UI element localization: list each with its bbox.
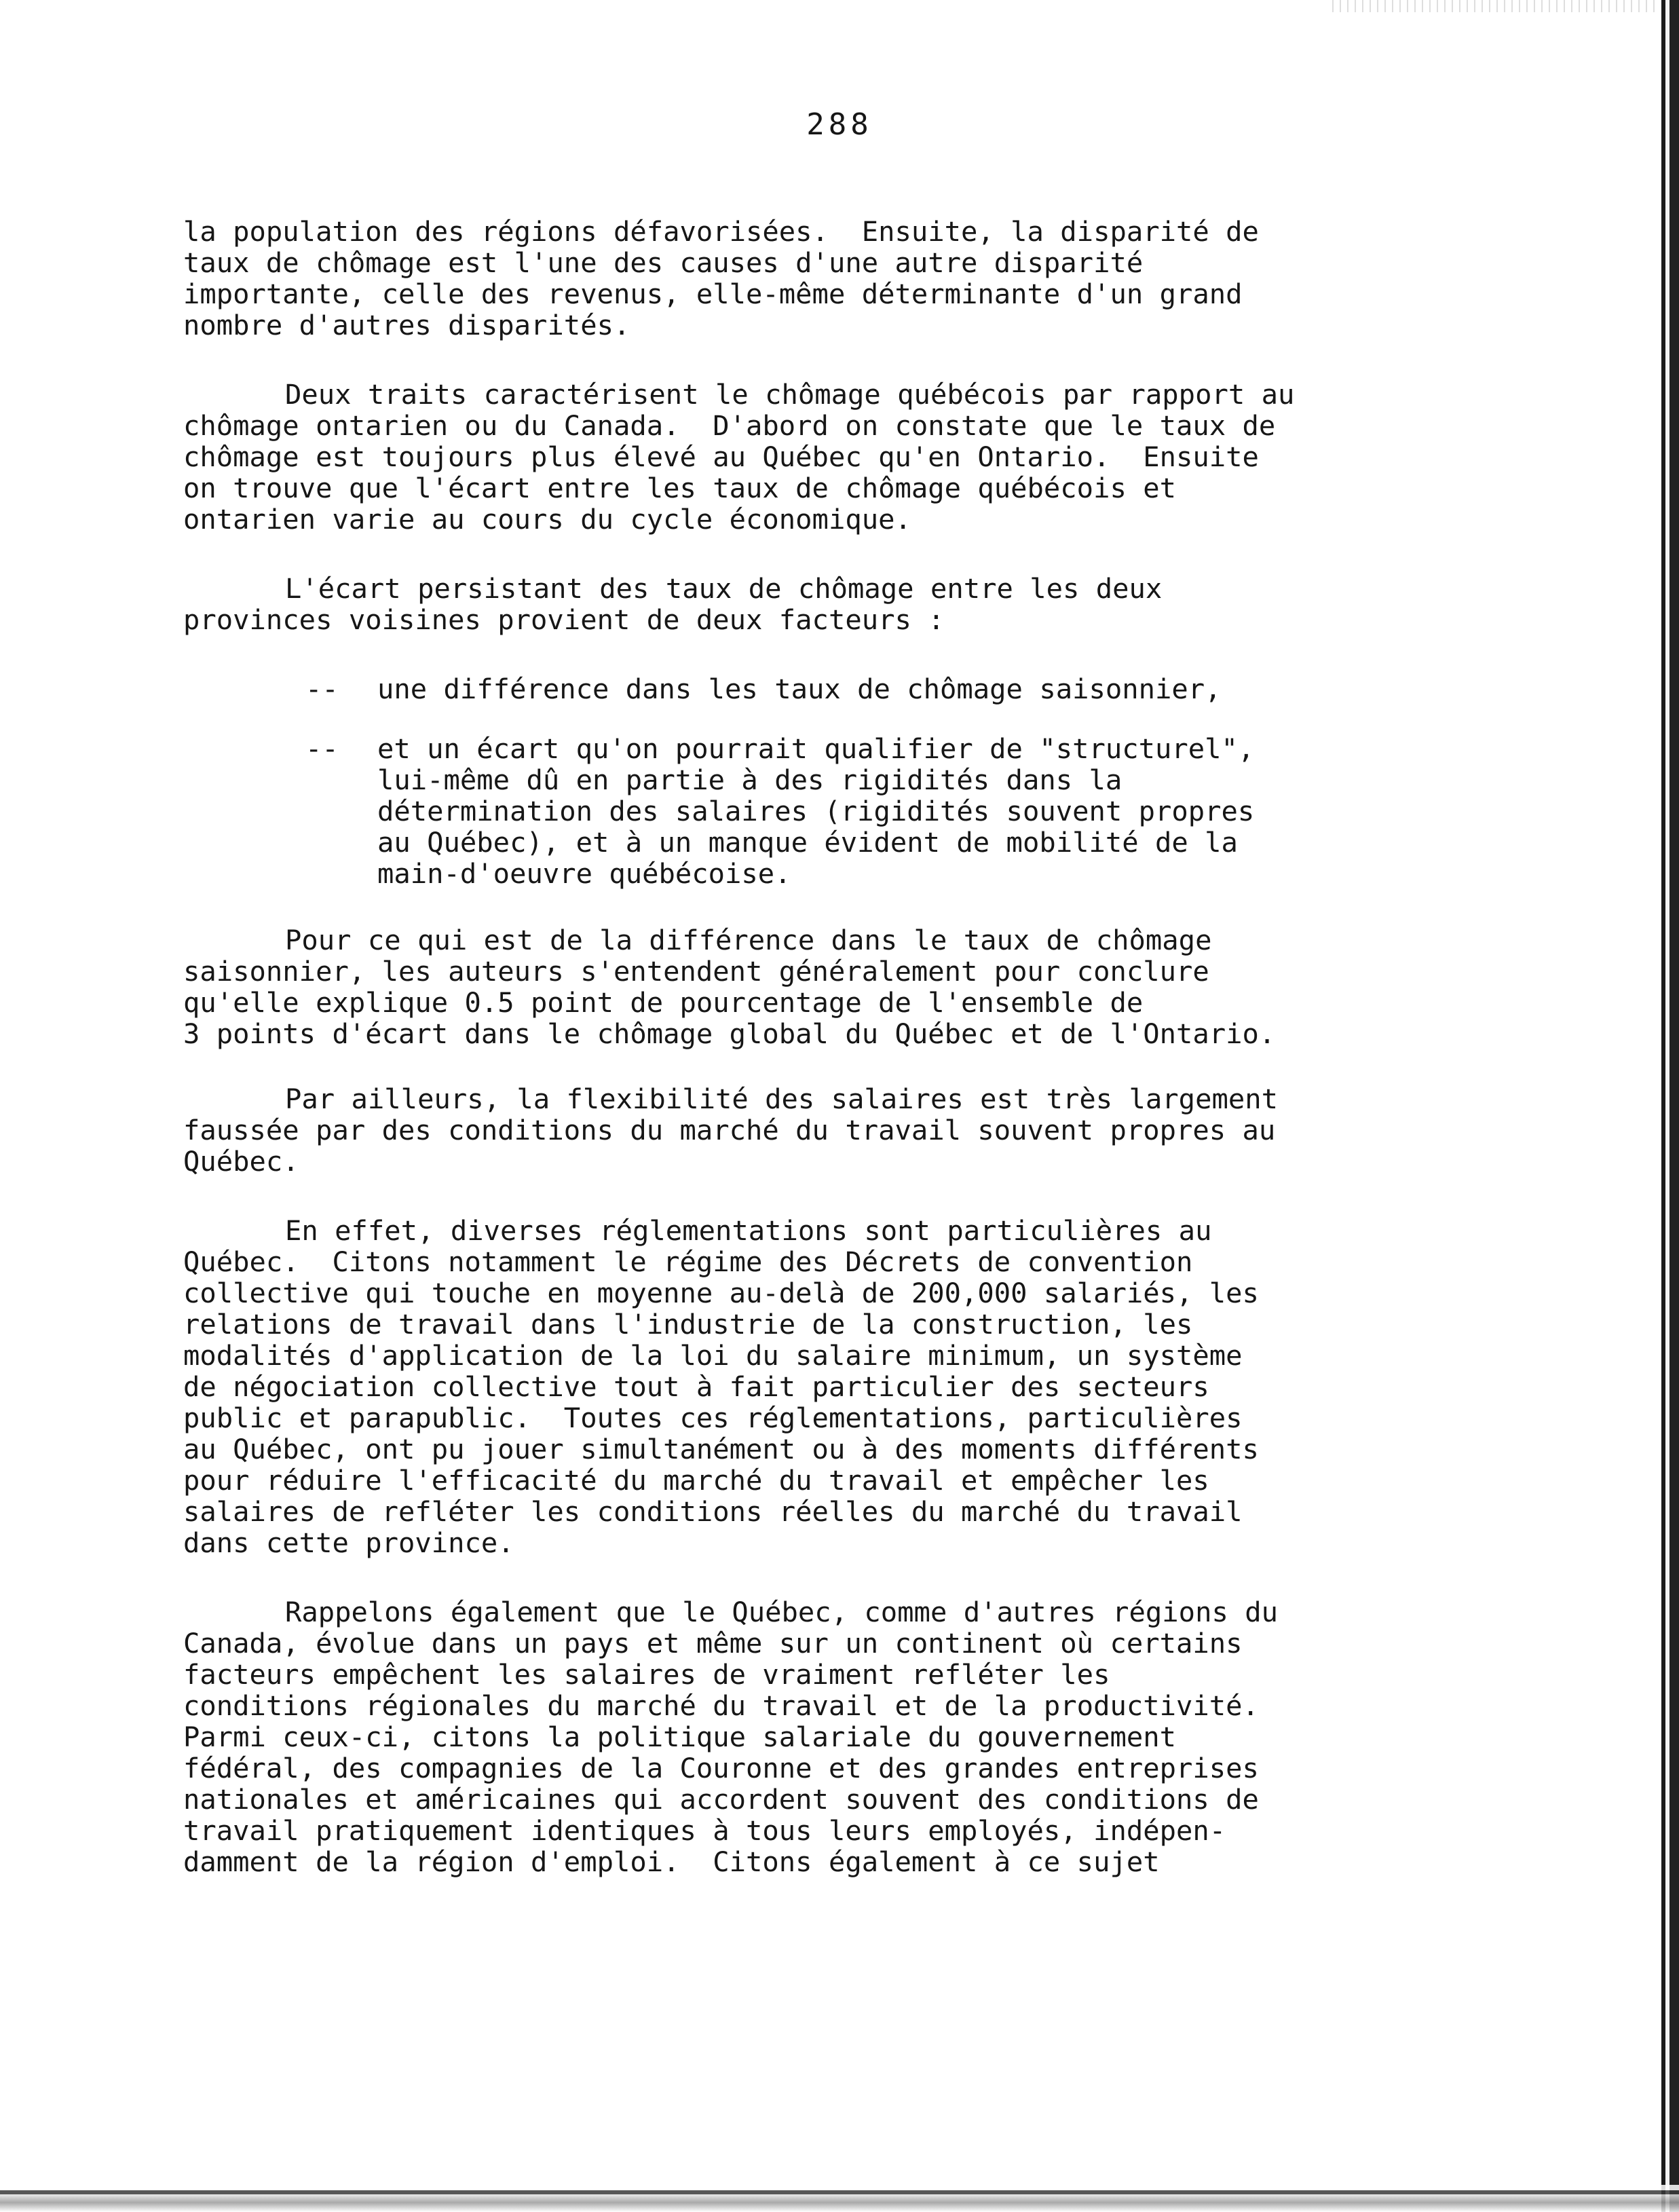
text-line: Rappelons également que le Québec, comme d'autres régions du <box>285 1596 1278 1628</box>
text-line: fédéral, des compagnies de la Couronne et des grandes entreprises <box>183 1752 1259 1784</box>
text-line: public et parapublic. Toutes ces réglementations, particulières <box>183 1402 1243 1434</box>
text-line: au Québec, ont pu jouer simultanément ou à des moments différents <box>183 1433 1259 1465</box>
text-line: faussée par des conditions du marché du travail souvent propres au <box>183 1114 1276 1146</box>
text-line: au Québec), et à un manque évident de mobilité de la <box>377 826 1238 859</box>
text-line: Deux traits caractérisent le chômage québécois par rapport au <box>285 378 1295 411</box>
text-line: et un écart qu'on pourrait qualifier de "structurel", <box>377 732 1255 765</box>
text-line: salaires de refléter les conditions réelles du marché du travail <box>183 1495 1243 1528</box>
text-line: nationales et américaines qui accordent souvent des conditions de <box>183 1783 1259 1816</box>
paragraph-4 <box>183 924 1479 1049</box>
text-line: pour réduire l'efficacité du marché du travail et empêcher les <box>183 1464 1209 1497</box>
text-line: Par ailleurs, la flexibilité des salaires est très largement <box>285 1083 1278 1115</box>
text-line: travail pratiquement identiques à tous leurs employés, indépen- <box>183 1814 1226 1847</box>
text-line: chômage ontarien ou du Canada. D'abord on constate que le taux de <box>183 409 1276 442</box>
page-number: 288 <box>806 107 873 142</box>
paragraph-7 <box>183 1596 1479 1877</box>
text-line: damment de la région d'emploi. Citons également à ce sujet <box>183 1845 1160 1878</box>
text-line: dans cette province. <box>183 1526 514 1559</box>
text-line: détermination des salaires (rigidités souvent propres <box>377 795 1255 827</box>
text-line: L'écart persistant des taux de chômage entre les deux <box>285 572 1163 605</box>
paragraph-3 <box>183 573 1479 635</box>
text-line: une différence dans les taux de chômage saisonnier, <box>377 673 1222 705</box>
text-line: relations de travail dans l'industrie de la construction, les <box>183 1308 1193 1341</box>
list-item <box>183 673 1479 705</box>
scan-artifact-top <box>1326 0 1679 12</box>
text-line: chômage est toujours plus élevé au Québec qu'en Ontario. Ensuite <box>183 440 1259 473</box>
text-line: Québec. Citons notamment le régime des Décrets de convention <box>183 1245 1193 1278</box>
list-dash: -- <box>305 732 339 765</box>
document-body <box>183 216 1479 1915</box>
text-line: main-d'oeuvre québécoise. <box>377 857 791 890</box>
text-line: Parmi ceux-ci, citons la politique salariale du gouvernement <box>183 1721 1176 1753</box>
list-item <box>183 733 1479 889</box>
text-line: on trouve que l'écart entre les taux de chômage québécois et <box>183 472 1176 504</box>
text-line: Québec. <box>183 1145 299 1178</box>
text-line: importante, celle des revenus, elle-même déterminante d'un grand <box>183 278 1243 310</box>
text-line: conditions régionales du marché du travail et de la productivité. <box>183 1689 1259 1722</box>
text-line: nombre d'autres disparités. <box>183 309 630 341</box>
paragraph-5 <box>183 1083 1479 1177</box>
list-dash: -- <box>305 673 339 705</box>
text-line: de négociation collective tout à fait particulier des secteurs <box>183 1370 1209 1403</box>
text-line: qu'elle explique 0.5 point de pourcentage de l'ensemble de <box>183 986 1144 1019</box>
paragraph-6 <box>183 1215 1479 1558</box>
text-line: provinces voisines provient de deux facteurs : <box>183 603 945 636</box>
paragraph-2 <box>183 379 1479 535</box>
scan-artifact-bottom-edge <box>0 2185 1679 2212</box>
text-line: ontarien varie au cours du cycle économique. <box>183 503 911 536</box>
text-line: lui-même dû en partie à des rigidités dans la <box>377 764 1123 796</box>
text-line: En effet, diverses réglementations sont particulières au <box>285 1214 1212 1247</box>
scan-artifact-right-edge <box>1656 0 1679 2212</box>
text-line: Pour ce qui est de la différence dans le taux de chômage <box>285 924 1212 956</box>
text-line: facteurs empêchent les salaires de vraiment refléter les <box>183 1658 1110 1691</box>
text-line: 3 points d'écart dans le chômage global du Québec et de l'Ontario. <box>183 1017 1276 1050</box>
paragraph-1 <box>183 216 1479 341</box>
text-line: la population des régions défavorisées. Ensuite, la disparité de <box>183 215 1259 248</box>
text-line: Canada, évolue dans un pays et même sur un continent où certains <box>183 1627 1243 1660</box>
text-line: collective qui touche en moyenne au-delà de 200,000 salariés, les <box>183 1277 1259 1309</box>
text-line: taux de chômage est l'une des causes d'une autre disparité <box>183 246 1144 279</box>
text-line: modalités d'application de la loi du salaire minimum, un système <box>183 1339 1243 1372</box>
text-line: saisonnier, les auteurs s'entendent généralement pour conclure <box>183 955 1209 988</box>
